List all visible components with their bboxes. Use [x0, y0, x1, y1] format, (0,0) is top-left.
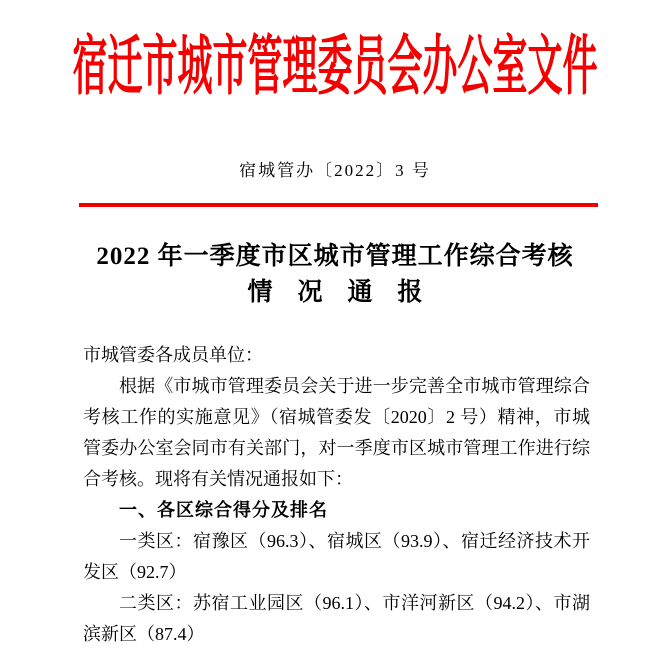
document-title [0, 236, 670, 309]
salutation: 市城管委各成员单位： [83, 345, 263, 365]
document-title-line1: 2022 年一季度市区城市管理工作综合考核 [96, 243, 574, 270]
document-number: 宿城管办〔2022〕3 号 [239, 161, 431, 180]
tier1-scores-line: 一类区：宿豫区（96.3）、宿城区（93.9）、宿迁经济技术开发区（92.7） [83, 531, 590, 582]
red-divider-rule [79, 203, 598, 207]
document-body [83, 340, 590, 650]
letterhead-title: 宿迁市城市管理委员会办公室文件 [72, 30, 598, 103]
tier2-scores-line: 二类区：苏宿工业园区（96.1）、市洋河新区（94.2）、市湖滨新区（87.4） [83, 593, 590, 644]
document-title-line2: 情 况 通 报 [247, 279, 423, 306]
section1-heading: 一、各区综合得分及排名 [119, 500, 328, 520]
intro-paragraph: 根据《市城市管理委员会关于进一步完善全市城市管理综合考核工作的实施意见》（宿城管委发〔2020〕2 号）精神，市城管委办公室会同市有关部门，对一季度市区城市管理工作进行综合考核。现将有关情况通报如下： [83, 376, 590, 489]
letterhead [0, 22, 670, 102]
